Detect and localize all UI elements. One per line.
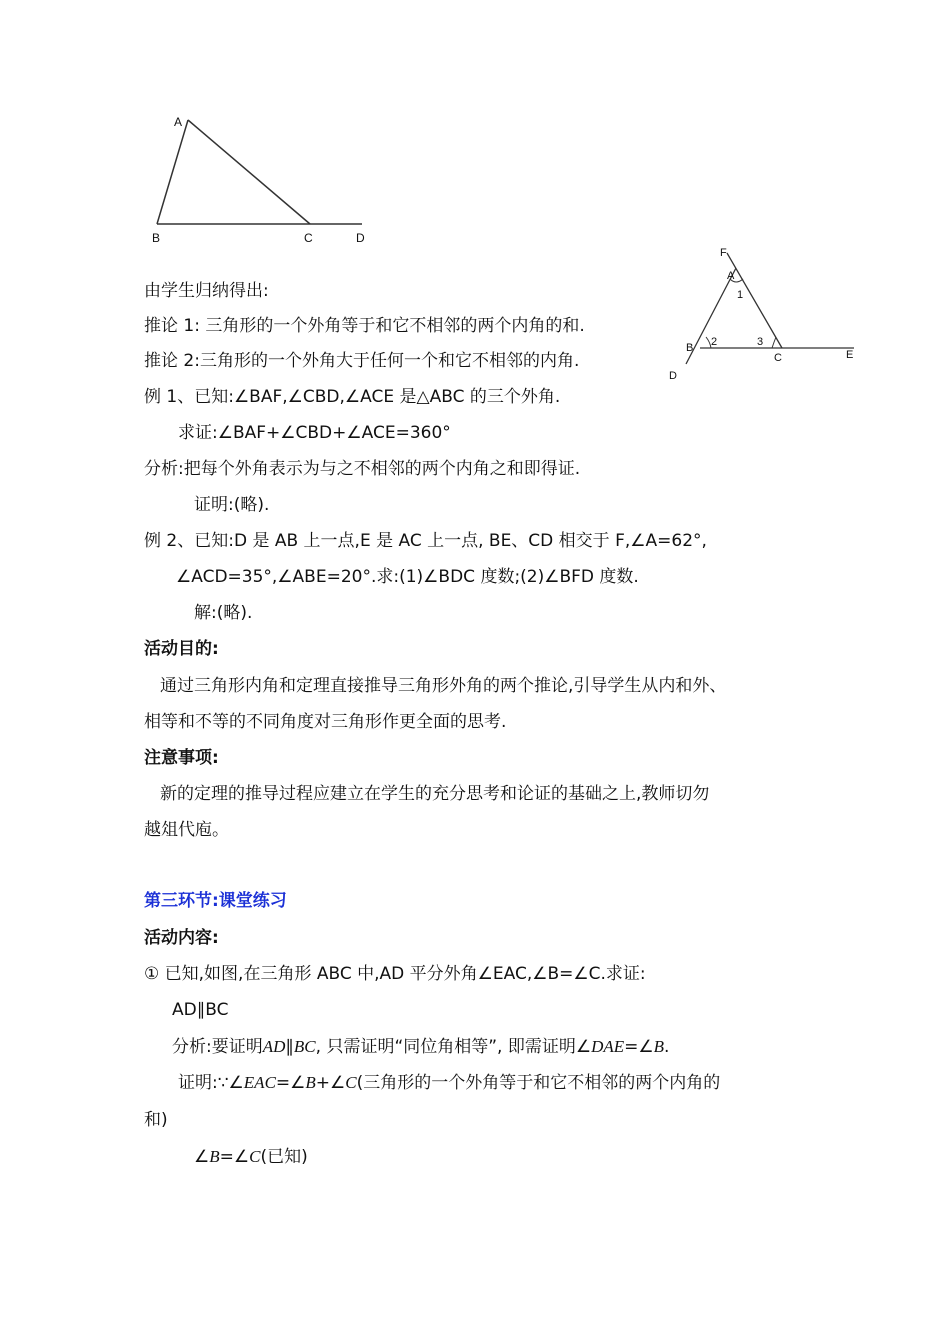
text-analysis-2 bbox=[172, 1036, 669, 1058]
angle-symbol: ∠ bbox=[575, 1037, 592, 1057]
figure-triangle-exterior-angles bbox=[664, 243, 860, 383]
text-proof-2-continued: 和) bbox=[144, 1110, 168, 1130]
line-ad bbox=[686, 268, 736, 364]
math-ad: AD bbox=[262, 1037, 286, 1056]
text-purpose-line-1: 通过三角形内角和定理直接推导三角形外角的两个推论,引导学生从内和外、 bbox=[160, 676, 727, 696]
text-notes-line-2: 越俎代庖。 bbox=[144, 820, 229, 840]
figure-triangle-abcd bbox=[140, 108, 380, 250]
proof-prefix: 证明:∵∠ bbox=[178, 1073, 244, 1093]
text-example-1: 例 1、已知:∠BAF,∠CBD,∠ACE 是△ABC 的三个外角. bbox=[144, 387, 561, 407]
label-1: 1 bbox=[737, 289, 744, 301]
label-2: 2 bbox=[711, 336, 718, 348]
math-c: C bbox=[345, 1073, 357, 1092]
segment-ac bbox=[188, 120, 310, 224]
math-b: B bbox=[653, 1037, 665, 1056]
label-a2: A bbox=[727, 270, 735, 282]
math-c-2: C bbox=[249, 1147, 261, 1166]
text-proof-2 bbox=[178, 1072, 720, 1094]
heading-section-3: 第三环节:课堂练习 bbox=[144, 891, 287, 911]
heading-activity-purpose: 活动目的: bbox=[144, 639, 219, 659]
given-reason: (已知) bbox=[260, 1147, 308, 1167]
text-given bbox=[194, 1146, 308, 1168]
label-b2: B bbox=[686, 342, 694, 354]
label-c2: C bbox=[774, 352, 782, 364]
label-c: C bbox=[304, 231, 313, 245]
heading-activity-content: 活动内容: bbox=[144, 928, 219, 948]
text-intro: 由学生归纳得出: bbox=[144, 281, 269, 301]
text-exercise-1-line-2: AD∥BC bbox=[172, 1000, 229, 1020]
label-d: D bbox=[356, 231, 365, 245]
text-solution-2: 解:(略). bbox=[194, 603, 253, 623]
analysis-mid: , 只需证明“同位角相等”, 即需证明 bbox=[315, 1037, 576, 1057]
math-b-3: B bbox=[209, 1147, 220, 1166]
given-angle: ∠ bbox=[194, 1147, 210, 1167]
given-equals: =∠ bbox=[219, 1147, 250, 1167]
text-proof-1: 证明:(略). bbox=[194, 495, 270, 515]
math-b-2: B bbox=[305, 1073, 316, 1092]
label-e: E bbox=[846, 349, 854, 361]
text-analysis-1: 分析:把每个外角表示为与之不相邻的两个内角之和即得证. bbox=[144, 459, 581, 479]
equals-angle: =∠ bbox=[624, 1037, 654, 1057]
text-prove-1: 求证:∠BAF+∠CBD+∠ACE=360° bbox=[178, 423, 451, 443]
analysis-end: . bbox=[664, 1037, 670, 1057]
text-corollary-2: 推论 2:三角形的一个外角大于任何一个和它不相邻的内角. bbox=[144, 351, 580, 371]
math-bc: BC bbox=[293, 1037, 316, 1056]
text-example-2-line-2: ∠ACD=35°,∠ABE=20°.求:(1)∠BDC 度数;(2)∠BFD 度数. bbox=[176, 567, 639, 587]
label-a: A bbox=[174, 115, 183, 129]
parallel-symbol: ∥ bbox=[285, 1037, 294, 1057]
math-eac: EAC bbox=[243, 1073, 276, 1092]
label-3: 3 bbox=[757, 336, 764, 348]
text-corollary-1: 推论 1: 三角形的一个外角等于和它不相邻的两个内角的和. bbox=[144, 316, 585, 336]
line-fc bbox=[727, 253, 782, 348]
math-dae: DAE bbox=[591, 1037, 625, 1056]
label-d2: D bbox=[669, 370, 677, 382]
label-b: B bbox=[152, 231, 161, 245]
segment-ab bbox=[157, 120, 188, 224]
text-notes-line-1: 新的定理的推导过程应建立在学生的充分思考和论证的基础之上,教师切勿 bbox=[160, 784, 710, 804]
proof-reason: (三角形的一个外角等于和它不相邻的两个内角的 bbox=[356, 1073, 721, 1093]
angle-arc-3 bbox=[772, 337, 776, 348]
text-exercise-1-line-1: ① 已知,如图,在三角形 ABC 中,AD 平分外角∠EAC,∠B=∠C.求证: bbox=[144, 964, 646, 984]
proof-plus: +∠ bbox=[315, 1073, 346, 1093]
analysis-prefix: 分析:要证明 bbox=[172, 1037, 263, 1057]
label-f: F bbox=[720, 247, 727, 259]
proof-equals: =∠ bbox=[275, 1073, 306, 1093]
text-purpose-line-2: 相等和不等的不同角度对三角形作更全面的思考. bbox=[144, 712, 507, 732]
heading-notes: 注意事项: bbox=[144, 748, 219, 768]
text-example-2-line-1: 例 2、已知:D 是 AB 上一点,E 是 AC 上一点, BE、CD 相交于 F,∠A=62°, bbox=[144, 531, 707, 551]
